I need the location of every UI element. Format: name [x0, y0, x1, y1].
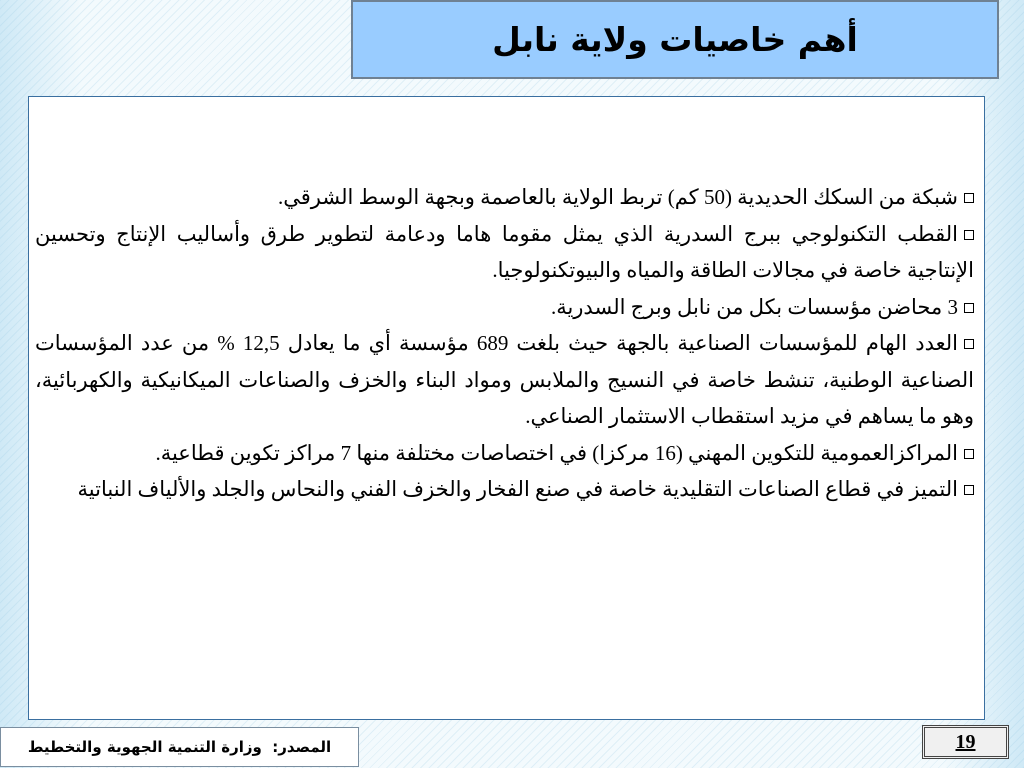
square-bullet-icon — [964, 485, 974, 495]
list-item-text: شبكة من السكك الحديدية (50 كم) تربط الولاية بالعاصمة وبجهة الوسط الشرقي. — [278, 185, 958, 209]
slide-title: أهم خاصيات ولاية نابل — [492, 20, 858, 59]
list-item — [35, 435, 974, 472]
square-bullet-icon — [964, 449, 974, 459]
list-item-text: العدد الهام للمؤسسات الصناعية بالجهة حيث بلغت 689 مؤسسة أي ما يعادل 12,5 % من عدد المؤسسات الصناعية الوطنية، تنشط خاصة في النسيج والملابس ومواد البناء والخزف والصناعات الميكانيكية والكهربائية، وهو ما يساهم في مزيد استقطاب الاستثمار الصناعي. — [35, 331, 974, 428]
page-number-box — [922, 725, 1009, 759]
source-text: المصدر: وزارة التنمية الجهوية والتخطيط — [27, 738, 332, 756]
content-panel — [28, 96, 985, 720]
list-item — [35, 216, 974, 289]
page-number: 19 — [955, 730, 976, 753]
bullet-list — [35, 179, 974, 508]
list-item — [35, 179, 974, 216]
list-item-text: 3 محاضن مؤسسات بكل من نابل وبرج السدرية. — [550, 294, 958, 319]
list-item — [35, 325, 974, 435]
square-bullet-icon — [964, 303, 974, 313]
slide-title-box — [351, 0, 999, 79]
source-footer — [0, 727, 359, 767]
list-item — [35, 471, 974, 508]
list-item-text: القطب التكنولوجي ببرج السدرية الذي يمثل مقوما هاما ودعامة لتطوير طرق وأساليب الإنتاج وتحسين الإنتاجية خاصة في مجالات الطاقة والمياه والبيوتكنولوجيا. — [35, 221, 974, 282]
list-item-text: المراكزالعمومية للتكوين المهني (16 مركزا) في اختصاصات مختلفة منها 7 مراكز تكوين قطاعية. — [155, 440, 958, 465]
square-bullet-icon — [964, 193, 974, 203]
square-bullet-icon — [964, 230, 974, 240]
list-item — [35, 289, 974, 326]
list-item-text: التميز في قطاع الصناعات التقليدية خاصة في صنع الفخار والخزف الفني والنحاس والجلد والألياف النباتية — [77, 477, 958, 501]
square-bullet-icon — [964, 339, 974, 349]
